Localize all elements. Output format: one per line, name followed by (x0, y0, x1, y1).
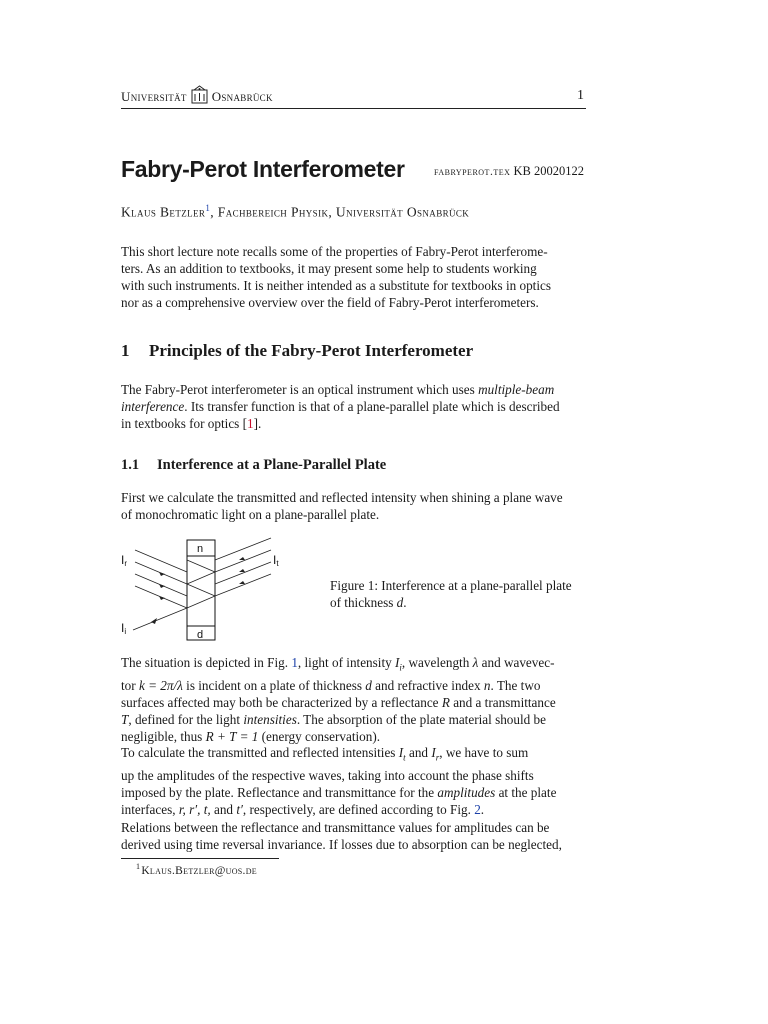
math-symbol: R (441, 694, 450, 710)
subsection-title: Interference at a Plane-Parallel Plate (157, 457, 387, 473)
section-title: Principles of the Fabry-Perot Interferometer (149, 341, 474, 360)
text-span: , we have to sum (439, 745, 529, 760)
footnote (136, 862, 257, 877)
text-span: interfaces, (121, 801, 176, 817)
text-span: To calculate the transmitted and reflected intensities (121, 745, 396, 760)
subsection-number: 1.1 (121, 457, 140, 473)
paragraph-line: of monochromatic light on a plane-parallel plate. (121, 507, 380, 522)
text-span: and refractive index (375, 677, 481, 693)
emphasis-text: multiple-beam (478, 382, 555, 397)
math-symbol: $I_i$ (395, 655, 402, 673)
figure-1 (121, 536, 301, 642)
paper-page (121, 0, 586, 1024)
label-d: d (197, 629, 204, 641)
figure-1-caption (330, 577, 590, 611)
math-symbol: k = 2π/λ (138, 677, 183, 693)
text-span: and wavevec- (481, 655, 555, 670)
text-span: . (480, 801, 485, 817)
math-symbol: R + T = 1 (205, 728, 259, 744)
math-symbol: T (121, 711, 129, 727)
situation-paragraph (121, 654, 586, 745)
paragraph-line: up the amplitudes of the respective waves, taking into account the phase shifts (121, 767, 534, 783)
text-span: ]. (253, 416, 262, 431)
label-ii: Ii (121, 621, 127, 636)
section-number: 1 (121, 341, 130, 360)
university-name-part2: Osnabrück (211, 89, 273, 104)
text-span: in textbooks for optics [ (121, 416, 247, 431)
math-symbol: t′ (236, 801, 243, 817)
paper-title: Fabry-Perot Interferometer (121, 156, 405, 182)
section-intro-paragraph (121, 381, 586, 432)
math-symbol: n (483, 677, 491, 693)
math-symbol: $I_r$ (431, 745, 440, 763)
label-it: It (273, 553, 279, 568)
section-heading (121, 341, 473, 361)
text-span: The situation is depicted in Fig. (121, 655, 289, 670)
text-span: . The absorption of the plate material should be (296, 711, 546, 727)
file-info (434, 164, 584, 179)
abstract-line: nor as a comprehensive overview over the field of Fabry-Perot interferometers. (121, 295, 539, 310)
label-n: n (197, 543, 204, 555)
footnote-rule (121, 858, 279, 859)
file-name: fabryperot.tex (433, 166, 511, 178)
abstract (121, 243, 586, 311)
text-span: . Its transfer function is that of a plane-parallel plate which is described (184, 399, 560, 414)
text-span: . The two (490, 677, 541, 693)
university-name (121, 89, 273, 105)
calculation-paragraph (121, 744, 586, 818)
paragraph-line: First we calculate the transmitted and reflected intensity when shining a plane wave (121, 490, 563, 505)
university-name-part1: Universität (121, 89, 187, 104)
page-number: 1 (577, 88, 584, 103)
caption-line (330, 594, 590, 611)
author-name: Klaus Betzler (121, 204, 206, 220)
abstract-line: This short lecture note recalls some of the properties of Fabry-Perot interferome- (121, 244, 548, 259)
math-symbol: λ (472, 655, 479, 670)
math-symbol: d (396, 595, 404, 610)
text-span: , respectively, are defined according to Fig. (242, 801, 471, 817)
text-span: , defined for the light (128, 711, 241, 727)
abstract-line: with such instruments. It is neither intended as a substitute for textbooks in optics (121, 278, 551, 293)
author-affiliation: , Fachbereich Physik, Universität Osnabrück (210, 204, 470, 220)
figure-1-diagram (121, 536, 301, 642)
text-span: imposed by the plate. Reflectance and transmittance for the (121, 784, 435, 800)
emphasis-text: interference (121, 399, 185, 414)
emphasis-text: intensities (243, 711, 297, 727)
citation-link[interactable]: 1 (247, 416, 254, 431)
text-span: is incident on a plate of thickness (186, 677, 362, 693)
file-version: KB 20020122 (513, 164, 584, 178)
subsection-paragraph (121, 489, 586, 523)
emphasis-text: amplitudes (437, 784, 496, 800)
footnote-mark: 1 (136, 862, 141, 871)
text-span: , wavelength (401, 655, 470, 670)
paragraph-line: Relations between the reflectance and transmittance values for amplitudes can be (121, 820, 550, 835)
label-ir: Ir (121, 553, 128, 568)
subsection-heading (121, 457, 386, 474)
text-span: and (408, 745, 429, 760)
text-span: , light of intensity (297, 655, 392, 670)
text-span: negligible, thus (121, 728, 203, 744)
footnote-email[interactable]: Klaus.Betzler@uos.de (141, 864, 257, 877)
text-span: at the plate (498, 784, 557, 800)
paragraph-line: derived using time reversal invariance. If losses due to absorption can be neglected, (121, 837, 562, 852)
figure-ref-link[interactable]: 1 (291, 655, 298, 670)
text-span: The Fabry-Perot interferometer is an optical instrument which uses (121, 382, 475, 397)
running-header (121, 88, 586, 109)
text-span: and a transmittance (453, 694, 556, 710)
author-line (121, 203, 469, 221)
abstract-line: ters. As an addition to textbooks, it may present some help to students working (121, 261, 537, 276)
math-symbol: d (365, 677, 372, 693)
relations-paragraph (121, 819, 586, 853)
caption-line: Figure 1: Interference at a plane-parallel plate (330, 578, 572, 593)
text-span: (energy conservation). (261, 728, 381, 744)
math-symbol: $I_t$ (398, 745, 406, 763)
university-seal-icon (191, 85, 208, 104)
text-span: . (403, 595, 407, 610)
title-row (121, 156, 586, 183)
math-symbol: r, r′, t, (178, 801, 211, 817)
text-span: of thickness (330, 595, 394, 610)
figure-ref-link[interactable]: 2 (474, 801, 481, 817)
text-span: tor (121, 677, 136, 693)
text-span: and (213, 801, 234, 817)
text-span: surfaces affected may both be characterized by a reflectance (121, 694, 439, 710)
author-footnote-link[interactable]: 1 (205, 203, 211, 213)
